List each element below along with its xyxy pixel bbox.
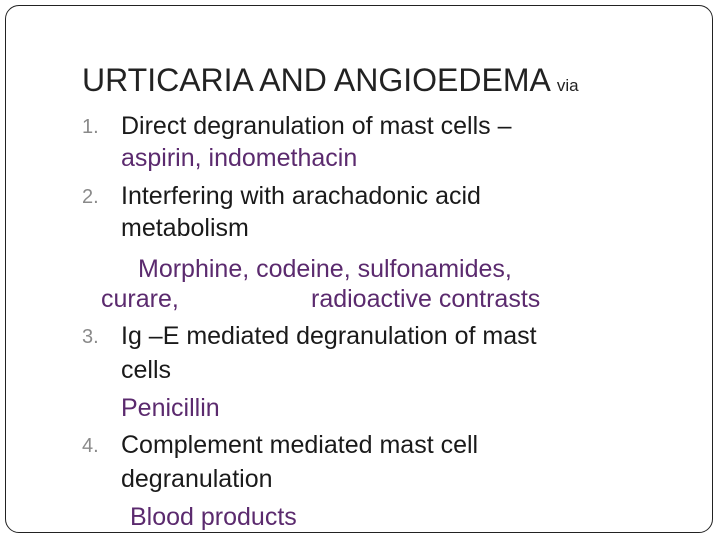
title-text: URTICARIA AND ANGIOEDEMA — [82, 62, 551, 98]
item-2-example-line1: Morphine, codeine, sulfonamides, — [138, 255, 512, 283]
item-3-number: 3. — [82, 326, 99, 348]
item-2-example-line2a: curare, — [101, 285, 179, 313]
item-4-text-line1: Complement mediated mast cell — [121, 431, 479, 459]
item-3-text-line1: Ig –E mediated degranulation of mast — [121, 322, 537, 350]
item-3-text-line2: cells — [121, 356, 172, 384]
item-4-example: Blood products — [130, 503, 297, 531]
title-suffix: via — [556, 76, 579, 95]
item-1-number: 1. — [82, 116, 99, 138]
item-2-text-line1: Interfering with arachadonic acid — [121, 182, 481, 210]
item-2-number: 2. — [82, 186, 99, 208]
slide-title — [82, 64, 579, 96]
item-4-text-line2: degranulation — [121, 465, 273, 493]
item-1-text-line2: aspirin, indomethacin — [121, 144, 358, 172]
item-4-number: 4. — [82, 435, 99, 457]
item-2-example-line2b: radioactive contrasts — [311, 285, 541, 313]
item-2-text-line2: metabolism — [121, 214, 249, 242]
item-3-example: Penicillin — [121, 394, 220, 422]
item-1-text-line1: Direct degranulation of mast cells – — [121, 112, 512, 140]
